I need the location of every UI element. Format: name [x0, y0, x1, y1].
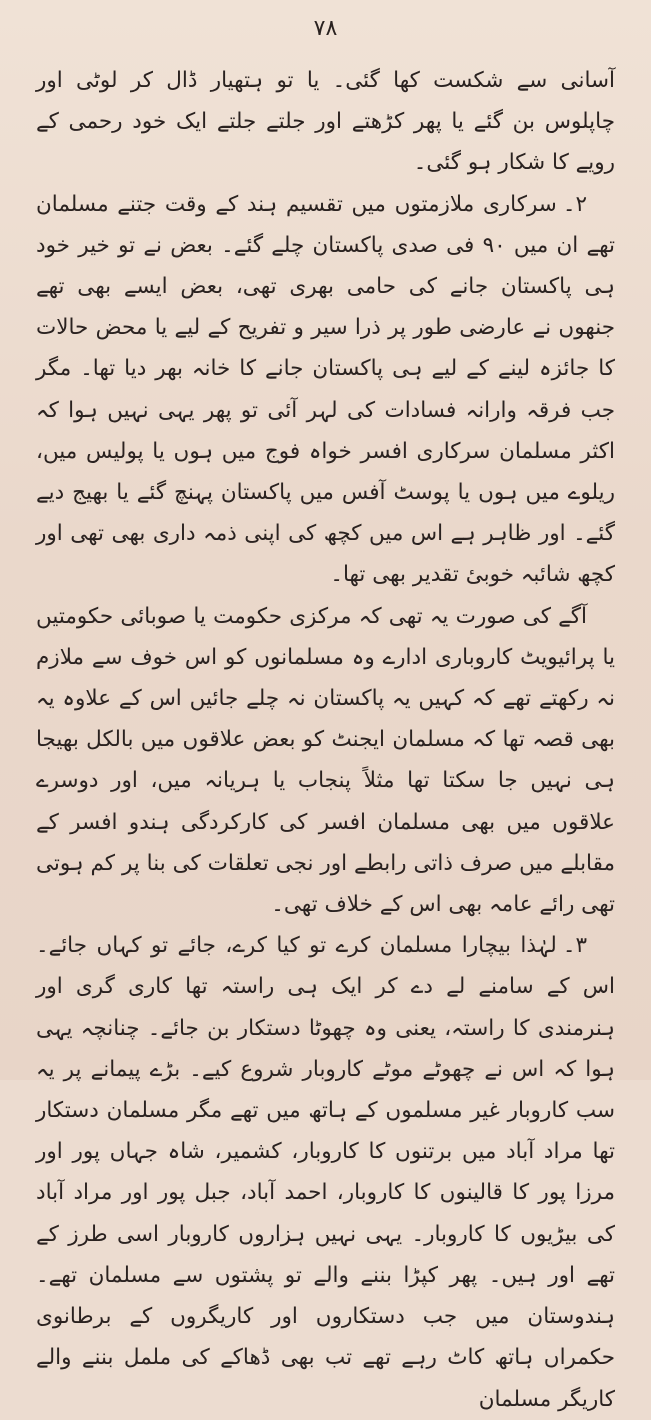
body-text [36, 60, 615, 1420]
paragraph-1 [36, 60, 615, 184]
paragraph-text: سرکاری ملازمتوں میں تقسیم ہند کے وقت جتنے مسلمان تھے ان میں ۹۰ فی صدی پاکستان چلے گئے۔ بعض نے تو خیر خود ہی پاکستان جانے کی حامی بھری تھی، بعض ایسے بھی تھے جنھوں نے عارضی طور پر ذرا سیر و تفریح کے لیے یا محض حالات کا جائزہ لینے کے لیے ہی پاکستان جانے کا خانہ بھر دیا تھا۔ مگر جب فرقہ وارانہ فسادات کی لہر آئی تو پھر یہی نہیں ہوا کہ اکثر مسلمان سرکاری افسر خواہ فوج میں ہوں یا پولیس میں، ریلوے میں ہوں یا پوسٹ آفس میں پاکستان پہنچ گئے یا بھیج دیے گئے۔ اور ظاہر ہے اس میں کچھ کی اپنی ذمہ داری بھی تھی اور کچھ شائبہ خوبیٔ تقدیر بھی تھا۔ [36, 191, 615, 588]
paragraph-2 [36, 184, 615, 596]
paragraph-number: ۳۔ [562, 933, 587, 959]
page-number: ۷۸ [313, 16, 338, 41]
paragraph-3 [36, 596, 615, 926]
paragraph-text: آگے کی صورت یہ تھی کہ مرکزی حکومت یا صوبائی حکومتیں یا پرائیویٹ کاروباری ادارے وہ مسلمانوں کو اس خوف سے ملازم نہ رکھتے تھے کہ کہیں یہ پاکستان نہ چلے جائیں اس کے علاوہ یہ بھی قصہ تھا کہ مسلمان ایجنٹ کو بعض علاقوں میں بالکل بھیجا ہی نہیں جا سکتا تھا مثلاً پنجاب یا ہریانہ میں، اور دوسرے علاقوں میں بھی مسلمان افسر کی کارکردگی ہندو افسر کے مقابلے میں صرف ذاتی رابطے اور نجی تعلقات کی بنا پر کم ہوتی تھی رائے عامہ بھی اس کے خلاف تھی۔ [36, 603, 615, 918]
paragraph-text: لہٰذا بیچارا مسلمان کرے تو کیا کرے، جائے تو کہاں جائے۔ اس کے سامنے لے دے کر ایک ہی راستہ تھا کاری گری اور ہنرمندی کا راستہ، یعنی وہ چھوٹا دستکار بن جائے۔ چنانچہ یہی ہوا کہ اس نے چھوٹے موٹے کاروبار شروع کیے۔ بڑے پیمانے پر یہ سب کاروبار غیر مسلموں کے ہاتھ میں تھے مگر مسلمان دستکار تھا مراد آباد میں برتنوں کا کاروبار، کشمیر، شاہ جہاں پور اور مرزا پور کا قالینوں کا کاروبار، احمد آباد، جبل پور اور مراد آباد کی بیڑیوں کا کاروبار۔ یہی نہیں ہزاروں کاروبار اسی طرز کے تھے اور ہیں۔ پھر کپڑا بننے والے تو پشتوں سے مسلمان تھے۔ ہندوستان میں جب دستکاروں اور کاریگروں کے برطانوی حکمراں ہاتھ کاٹ رہے تھے تب بھی ڈھاکے کی ململ بننے والے کاریگر مسلمان [36, 933, 615, 1412]
paragraph-4 [36, 925, 615, 1419]
paragraph-number: ۲۔ [562, 191, 587, 217]
paragraph-text: آسانی سے شکست کھا گئی۔ یا تو ہتھیار ڈال کر لوٹی اور چاپلوس بن گئے یا پھر کڑھتے اور جلتے جلتے ایک خود رحمی کے رویے کا شکار ہو گئی۔ [36, 68, 615, 176]
